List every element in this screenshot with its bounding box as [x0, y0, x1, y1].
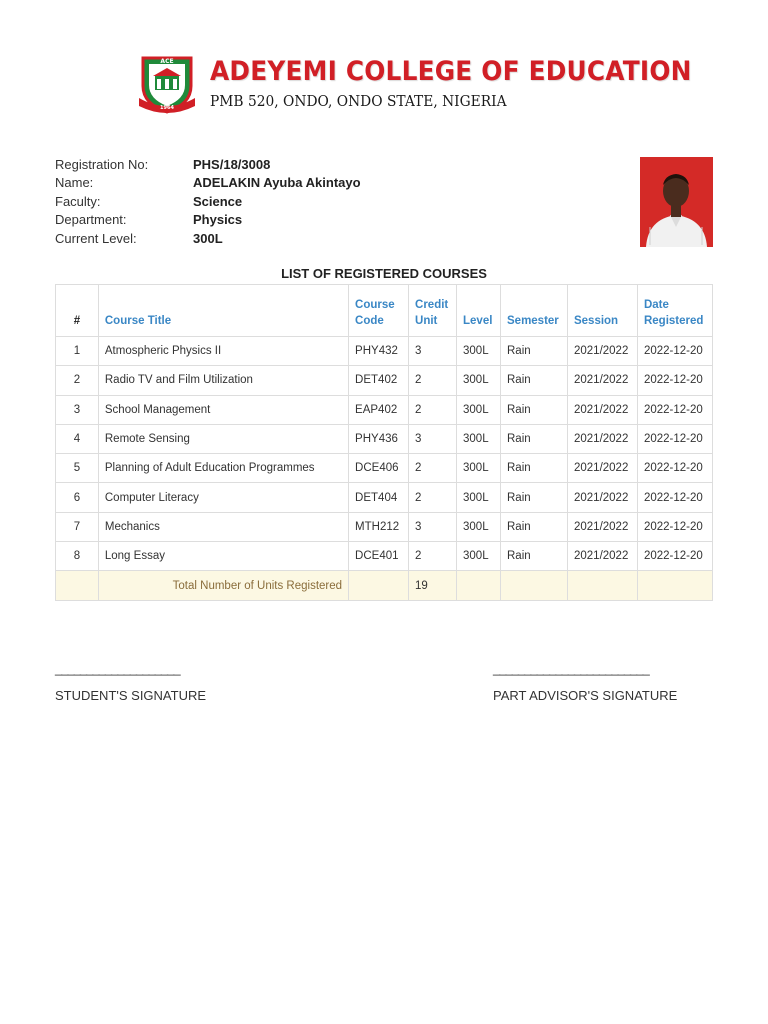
department-value: Physics: [193, 212, 243, 228]
cell-semester: Rain: [501, 454, 568, 483]
cell-credit-unit: 3: [409, 512, 457, 541]
cell-course-code: PHY432: [349, 337, 409, 366]
student-info: [55, 155, 361, 248]
cell-course-title: Long Essay: [98, 542, 348, 571]
cell-credit-unit: 3: [409, 337, 457, 366]
advisor-signature-label: PART ADVISOR'S SIGNATURE: [493, 688, 678, 703]
cell-course-title: Radio TV and Film Utilization: [98, 366, 348, 395]
cell-course-title: Remote Sensing: [98, 424, 348, 453]
info-row-registration: [55, 155, 361, 174]
total-row: [56, 571, 713, 600]
col-header-course-title: Course Title: [98, 285, 348, 337]
cell-semester: Rain: [501, 395, 568, 424]
cell-date-registered: 2022-12-20: [637, 512, 712, 541]
cell-course-code: DET402: [349, 366, 409, 395]
info-row-department: [55, 211, 361, 230]
cell-credit-unit: 2: [409, 483, 457, 512]
cell-session: 2021/2022: [567, 512, 637, 541]
college-name: ADEYEMI COLLEGE OF EDUCATION: [210, 56, 692, 87]
cell-date-registered: 2022-12-20: [637, 337, 712, 366]
cell-semester: Rain: [501, 483, 568, 512]
table-row: [56, 542, 713, 571]
cell-semester: Rain: [501, 337, 568, 366]
total-empty-cell: [501, 571, 568, 600]
cell-credit-unit: 2: [409, 542, 457, 571]
registration-label: Registration No:: [55, 156, 149, 172]
cell-session: 2021/2022: [567, 424, 637, 453]
faculty-value: Science: [193, 193, 243, 209]
table-row: [56, 395, 713, 424]
cell-semester: Rain: [501, 512, 568, 541]
total-empty-cell: [457, 571, 501, 600]
cell-session: 2021/2022: [567, 542, 637, 571]
cell-semester: Rain: [501, 542, 568, 571]
cell-level: 300L: [457, 512, 501, 541]
cell-session: 2021/2022: [567, 337, 637, 366]
table-row: [56, 337, 713, 366]
col-header-date-registered: Date Registered: [637, 285, 712, 337]
advisor-signature-line: _________________________: [493, 661, 649, 676]
faculty-label: Faculty:: [55, 193, 101, 209]
table-row: [56, 512, 713, 541]
college-logo-icon: [135, 52, 199, 116]
cell-date-registered: 2022-12-20: [637, 424, 712, 453]
cell-date-registered: 2022-12-20: [637, 366, 712, 395]
cell-number: 1: [56, 337, 99, 366]
cell-session: 2021/2022: [567, 483, 637, 512]
cell-course-title: Computer Literacy: [98, 483, 348, 512]
cell-course-title: Atmospheric Physics II: [98, 337, 348, 366]
student-photo: [640, 157, 713, 247]
student-signature-label: STUDENT'S SIGNATURE: [55, 688, 207, 703]
total-empty-cell: [349, 571, 409, 600]
total-units-label: Total Number of Units Registered: [98, 571, 348, 600]
cell-credit-unit: 2: [409, 395, 457, 424]
college-header: [135, 50, 692, 120]
info-row-level: [55, 229, 361, 248]
cell-level: 300L: [457, 424, 501, 453]
col-header-session: Session: [567, 285, 637, 337]
student-portrait-icon: [640, 157, 713, 247]
cell-level: 300L: [457, 337, 501, 366]
cell-date-registered: 2022-12-20: [637, 542, 712, 571]
table-row: [56, 454, 713, 483]
courses-list-title: LIST OF REGISTERED COURSES: [281, 266, 487, 281]
col-header-number: #: [56, 285, 99, 337]
cell-course-code: EAP402: [349, 395, 409, 424]
cell-level: 300L: [457, 454, 501, 483]
total-empty-cell: [637, 571, 712, 600]
name-value: ADELAKIN Ayuba Akintayo: [193, 175, 361, 191]
table-header-row: [56, 285, 713, 337]
cell-level: 300L: [457, 366, 501, 395]
level-value: 300L: [193, 230, 223, 246]
cell-date-registered: 2022-12-20: [637, 395, 712, 424]
svg-text:1964: 1964: [160, 105, 174, 111]
cell-course-title: School Management: [98, 395, 348, 424]
cell-course-title: Mechanics: [98, 512, 348, 541]
cell-session: 2021/2022: [567, 454, 637, 483]
level-label: Current Level:: [55, 230, 137, 246]
total-empty-cell: [56, 571, 99, 600]
cell-credit-unit: 2: [409, 454, 457, 483]
info-row-faculty: [55, 192, 361, 211]
cell-number: 3: [56, 395, 99, 424]
cell-level: 300L: [457, 395, 501, 424]
student-signature-line: ____________________: [55, 661, 180, 676]
cell-session: 2021/2022: [567, 366, 637, 395]
table-row: [56, 424, 713, 453]
cell-number: 8: [56, 542, 99, 571]
name-label: Name:: [55, 175, 94, 191]
courses-table: [55, 284, 713, 601]
department-label: Department:: [55, 212, 127, 228]
col-header-credit-unit: Credit Unit: [409, 285, 457, 337]
cell-number: 5: [56, 454, 99, 483]
col-header-semester: Semester: [501, 285, 568, 337]
col-header-course-code: Course Code: [349, 285, 409, 337]
cell-semester: Rain: [501, 366, 568, 395]
cell-course-code: PHY436: [349, 424, 409, 453]
cell-number: 4: [56, 424, 99, 453]
cell-course-code: DCE406: [349, 454, 409, 483]
cell-level: 300L: [457, 542, 501, 571]
cell-number: 2: [56, 366, 99, 395]
cell-number: 7: [56, 512, 99, 541]
cell-date-registered: 2022-12-20: [637, 483, 712, 512]
cell-course-code: MTH212: [349, 512, 409, 541]
cell-semester: Rain: [501, 424, 568, 453]
cell-credit-unit: 2: [409, 366, 457, 395]
cell-number: 6: [56, 483, 99, 512]
cell-credit-unit: 3: [409, 424, 457, 453]
svg-text:ACE: ACE: [160, 58, 174, 65]
cell-session: 2021/2022: [567, 395, 637, 424]
cell-level: 300L: [457, 483, 501, 512]
info-row-name: [55, 174, 361, 193]
col-header-level: Level: [457, 285, 501, 337]
cell-course-code: DCE401: [349, 542, 409, 571]
table-row: [56, 483, 713, 512]
table-row: [56, 366, 713, 395]
cell-course-code: DET404: [349, 483, 409, 512]
total-units-value: 19: [409, 571, 457, 600]
cell-date-registered: 2022-12-20: [637, 454, 712, 483]
registration-value: PHS/18/3008: [193, 156, 271, 172]
total-empty-cell: [567, 571, 637, 600]
college-address: PMB 520, ONDO, ONDO STATE, NIGERIA: [210, 92, 507, 110]
cell-course-title: Planning of Adult Education Programmes: [98, 454, 348, 483]
